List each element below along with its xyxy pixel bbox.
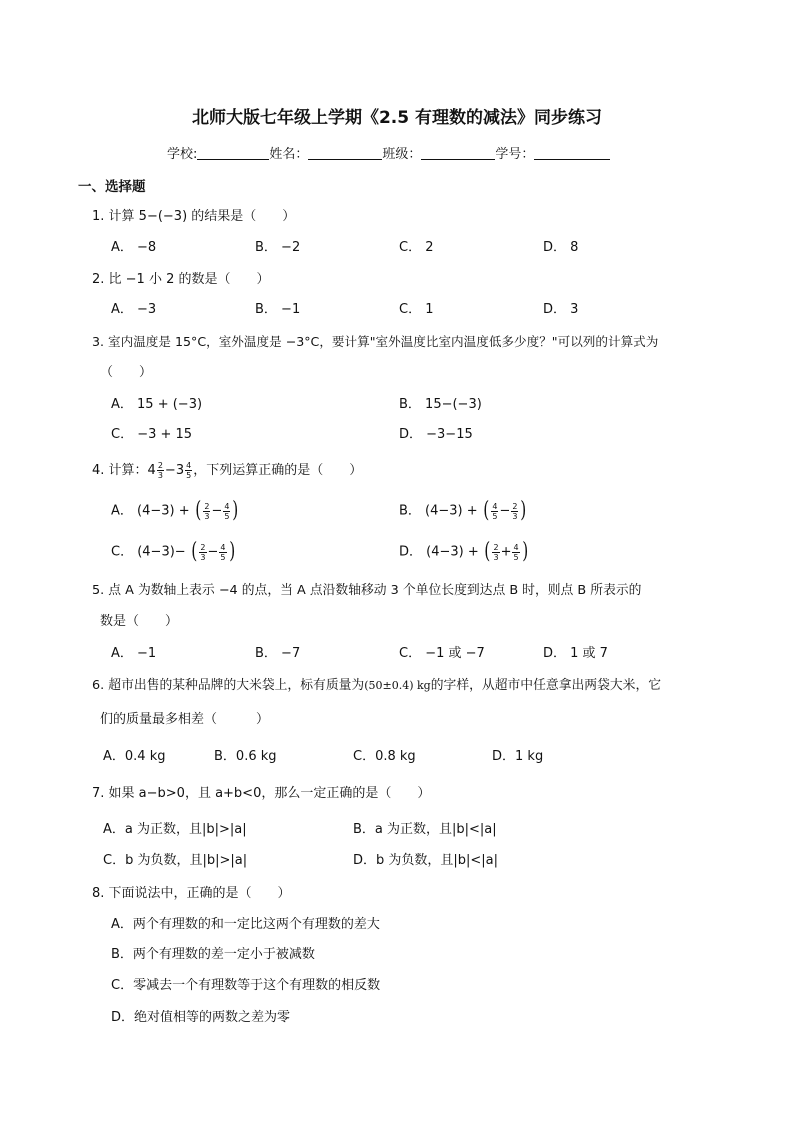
q2-option-b: B． −1: [255, 302, 301, 317]
q5-option-b: B． −7: [255, 646, 301, 661]
q5-option-d: D． 1 或 7: [543, 646, 608, 661]
question-5-stem: 5. 点 A 为数轴上表示 −4 的点，当 A 点沿数轴移动 3 个单位长度到达点 B 时，则点 B 所表示的: [92, 583, 642, 598]
q3-option-d: D． −3−15: [399, 427, 473, 442]
student-info-line: [167, 146, 610, 163]
number-label: 学号：: [495, 147, 535, 162]
q7-option-c: C．b 为负数，且|b|>|a|: [103, 853, 248, 868]
name-blank: [308, 146, 382, 160]
question-6-stem-cont: 们的质量最多相差（ ）: [100, 712, 270, 727]
q8-option-c: C．零减去一个有理数等于这个有理数的相反数: [111, 978, 381, 993]
q3-option-a: A． 15 + (−3): [111, 397, 203, 412]
question-2-stem: 2. 比 −1 小 2 的数是（ ）: [92, 272, 270, 287]
question-6-stem: 6. 超市出售的某种品牌的大米袋上，标有质量为(50±0.4) kg的字样，从超市中任意拿出两袋大米，它: [92, 678, 662, 693]
q4-fraction-1: $\frac{2}{3}$: [157, 461, 163, 480]
q3-option-c: C． −3 + 15: [111, 427, 193, 442]
q6-option-a: A．0.4 kg: [103, 749, 166, 764]
q8-option-d: D．绝对值相等的两数之差为零: [111, 1010, 291, 1025]
q1-option-c: C． 2: [399, 240, 434, 255]
q4-option-d: D． (4−3) + ( $\frac{2}{3}$ + $\frac{4}{5}$ ): [399, 539, 528, 564]
q5-option-a: A． −1: [111, 646, 157, 661]
q6-option-d: D．1 kg: [492, 749, 544, 764]
q3-option-b: B． 15−(−3): [399, 397, 482, 412]
q4-option-c: C． (4−3)− ( $\frac{2}{3}$ − $\frac{4}{5}$ ): [111, 539, 235, 564]
q1-option-a: A． −8: [111, 240, 157, 255]
question-7-stem: 7. 如果 a−b>0，且 a+b<0，那么一定正确的是（ ）: [92, 786, 431, 801]
q4-stem-prefix: 4. 计算：4: [92, 463, 156, 478]
q6-mass: (50±0.4) kg: [364, 679, 431, 692]
number-blank: [534, 146, 610, 160]
name-label: 姓名：: [269, 147, 309, 162]
question-8-stem: 8. 下面说法中，正确的是（ ）: [92, 886, 291, 901]
question-5-stem-cont: 数是（ ）: [100, 614, 179, 629]
q4-option-b: B． (4−3) + ( $\frac{4}{5}$ − $\frac{2}{3}$ ): [399, 498, 527, 523]
q2-option-c: C． 1: [399, 302, 434, 317]
question-3-stem: 3. 室内温度是 15°C，室外温度是 −3°C，要计算"室外温度比室内温度低多少度？"可以列的计算式为: [92, 334, 659, 349]
q2-option-a: A． −3: [111, 302, 157, 317]
school-blank: [197, 146, 269, 160]
section-heading: 一、选择题: [78, 179, 146, 195]
q4-whole-number: 3: [175, 463, 185, 478]
q4-option-a: A． (4−3) + ( $\frac{2}{3}$ − $\frac{4}{5}$ ): [111, 498, 239, 523]
question-1-stem: 1. 计算 5−(−3) 的结果是（ ）: [92, 209, 296, 224]
q5-option-c: C． −1 或 −7: [399, 646, 485, 661]
class-label: 班级：: [382, 147, 422, 162]
q8-option-a: A．两个有理数的和一定比这两个有理数的差大: [111, 917, 380, 932]
class-blank: [421, 146, 495, 160]
q1-option-b: B． −2: [255, 240, 301, 255]
question-3-stem-cont: （ ）: [100, 365, 153, 380]
q7-option-a: A．a 为正数，且|b|>|a|: [103, 822, 247, 837]
q4-stem-suffix: ，下列运算正确的是（ ）: [193, 463, 363, 478]
question-4-stem: [92, 461, 362, 480]
q8-option-b: B．两个有理数的差一定小于被减数: [111, 947, 315, 962]
q6-option-c: C．0.8 kg: [353, 749, 416, 764]
q2-option-d: D． 3: [543, 302, 579, 317]
school-label: 学校:: [167, 147, 198, 162]
q1-option-d: D． 8: [543, 240, 579, 255]
q7-option-d: D．b 为负数，且|b|<|a|: [353, 853, 499, 868]
page-title: 北师大版七年级上学期《2.5 有理数的减法》同步练习: [191, 108, 603, 128]
q6-option-b: B．0.6 kg: [214, 749, 277, 764]
q4-whole-2: −: [164, 463, 176, 478]
q7-option-b: B．a 为正数，且|b|<|a|: [353, 822, 497, 837]
q4-fraction-2: $\frac{4}{5}$: [186, 461, 192, 480]
